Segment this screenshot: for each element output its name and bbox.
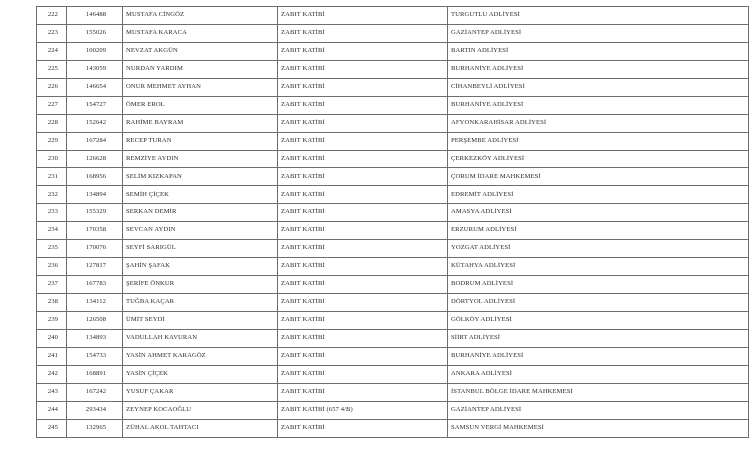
- registry-number-cell: 168956: [67, 168, 123, 186]
- job-title-cell: ZABIT KATİBİ: [278, 240, 448, 258]
- row-number-cell: 238: [37, 294, 67, 312]
- job-title-cell: ZABIT KATİBİ (657 4/B): [278, 401, 448, 419]
- job-title-cell: ZABIT KATİBİ: [278, 24, 448, 42]
- registry-number-cell: 126508: [67, 311, 123, 329]
- row-number-cell: 231: [37, 168, 67, 186]
- personnel-table: [36, 6, 749, 438]
- full-name-cell: SELİM KIZKAPAN: [123, 168, 278, 186]
- registry-number-cell: 167242: [67, 383, 123, 401]
- row-number-cell: 244: [37, 401, 67, 419]
- registry-number-cell: 134893: [67, 329, 123, 347]
- table-row: [37, 222, 749, 240]
- assigned-unit-cell: BURHANİYE ADLİYESİ: [448, 96, 749, 114]
- assigned-unit-cell: BARTIN ADLİYESİ: [448, 42, 749, 60]
- assigned-unit-cell: SİİRT ADLİYESİ: [448, 329, 749, 347]
- row-number-cell: 233: [37, 204, 67, 222]
- assigned-unit-cell: BURHANİYE ADLİYESİ: [448, 347, 749, 365]
- registry-number-cell: 167783: [67, 276, 123, 294]
- row-number-cell: 222: [37, 7, 67, 25]
- full-name-cell: SERKAN DEMİR: [123, 204, 278, 222]
- full-name-cell: YUSUF ÇAKAR: [123, 383, 278, 401]
- job-title-cell: ZABIT KATİBİ: [278, 311, 448, 329]
- assigned-unit-cell: DÖRTYOL ADLİYESİ: [448, 294, 749, 312]
- row-number-cell: 245: [37, 419, 67, 437]
- full-name-cell: SEVCAN AYDIN: [123, 222, 278, 240]
- table-row: [37, 419, 749, 437]
- registry-number-cell: 126628: [67, 150, 123, 168]
- row-number-cell: 235: [37, 240, 67, 258]
- assigned-unit-cell: PERŞEMBE ADLİYESİ: [448, 132, 749, 150]
- table-row: [37, 7, 749, 25]
- full-name-cell: RECEP TURAN: [123, 132, 278, 150]
- full-name-cell: ONUR MEHMET AYHAN: [123, 78, 278, 96]
- assigned-unit-cell: BODRUM ADLİYESİ: [448, 276, 749, 294]
- job-title-cell: ZABIT KATİBİ: [278, 294, 448, 312]
- assigned-unit-cell: EDREMİT ADLİYESİ: [448, 186, 749, 204]
- full-name-cell: ÜMİT SEYDİ: [123, 311, 278, 329]
- job-title-cell: ZABIT KATİBİ: [278, 329, 448, 347]
- full-name-cell: YASİN ÇİÇEK: [123, 365, 278, 383]
- table-row: [37, 186, 749, 204]
- table-row: [37, 365, 749, 383]
- assigned-unit-cell: ÇORUM İDARE MAHKEMESİ: [448, 168, 749, 186]
- full-name-cell: YASİN AHMET KARAGÖZ: [123, 347, 278, 365]
- table-row: [37, 329, 749, 347]
- job-title-cell: ZABIT KATİBİ: [278, 42, 448, 60]
- assigned-unit-cell: BURHANİYE ADLİYESİ: [448, 60, 749, 78]
- row-number-cell: 229: [37, 132, 67, 150]
- registry-number-cell: 146488: [67, 7, 123, 25]
- full-name-cell: SEYFİ SARIGÜL: [123, 240, 278, 258]
- registry-number-cell: 127817: [67, 258, 123, 276]
- row-number-cell: 242: [37, 365, 67, 383]
- job-title-cell: ZABIT KATİBİ: [278, 383, 448, 401]
- job-title-cell: ZABIT KATİBİ: [278, 96, 448, 114]
- row-number-cell: 223: [37, 24, 67, 42]
- job-title-cell: ZABIT KATİBİ: [278, 365, 448, 383]
- full-name-cell: MUSTAFA KARACA: [123, 24, 278, 42]
- assigned-unit-cell: AFYONKARAHİSAR ADLİYESİ: [448, 114, 749, 132]
- job-title-cell: ZABIT KATİBİ: [278, 114, 448, 132]
- assigned-unit-cell: GÖLKÖY ADLİYESİ: [448, 311, 749, 329]
- table-row: [37, 204, 749, 222]
- registry-number-cell: 167284: [67, 132, 123, 150]
- job-title-cell: ZABIT KATİBİ: [278, 204, 448, 222]
- assigned-unit-cell: GAZİANTEP ADLİYESİ: [448, 24, 749, 42]
- assigned-unit-cell: TURGUTLU ADLİYESİ: [448, 7, 749, 25]
- job-title-cell: ZABIT KATİBİ: [278, 222, 448, 240]
- registry-number-cell: 134112: [67, 294, 123, 312]
- table-row: [37, 276, 749, 294]
- full-name-cell: ZÜHAL AKOL TAHTACI: [123, 419, 278, 437]
- table-row: [37, 42, 749, 60]
- registry-number-cell: 152642: [67, 114, 123, 132]
- row-number-cell: 224: [37, 42, 67, 60]
- job-title-cell: ZABIT KATİBİ: [278, 276, 448, 294]
- table-row: [37, 114, 749, 132]
- job-title-cell: ZABIT KATİBİ: [278, 347, 448, 365]
- table-row: [37, 240, 749, 258]
- job-title-cell: ZABIT KATİBİ: [278, 132, 448, 150]
- row-number-cell: 226: [37, 78, 67, 96]
- registry-number-cell: 170076: [67, 240, 123, 258]
- assigned-unit-cell: YOZGAT ADLİYESİ: [448, 240, 749, 258]
- assigned-unit-cell: GAZİANTEP ADLİYESİ: [448, 401, 749, 419]
- row-number-cell: 243: [37, 383, 67, 401]
- table-row: [37, 96, 749, 114]
- registry-number-cell: 293434: [67, 401, 123, 419]
- registry-number-cell: 170358: [67, 222, 123, 240]
- assigned-unit-cell: CİHANBEYLİ ADLİYESİ: [448, 78, 749, 96]
- table-row: [37, 24, 749, 42]
- row-number-cell: 237: [37, 276, 67, 294]
- registry-number-cell: 134894: [67, 186, 123, 204]
- registry-number-cell: 155329: [67, 204, 123, 222]
- full-name-cell: RAHİME BAYRAM: [123, 114, 278, 132]
- table-row: [37, 78, 749, 96]
- assigned-unit-cell: SAMSUN VERGİ MAHKEMESİ: [448, 419, 749, 437]
- full-name-cell: SEMİH ÇİÇEK: [123, 186, 278, 204]
- job-title-cell: ZABIT KATİBİ: [278, 168, 448, 186]
- registry-number-cell: 154733: [67, 347, 123, 365]
- registry-number-cell: 168891: [67, 365, 123, 383]
- job-title-cell: ZABIT KATİBİ: [278, 7, 448, 25]
- full-name-cell: MUSTAFA CİNGÖZ: [123, 7, 278, 25]
- assigned-unit-cell: ÇERKEZKÖY ADLİYESİ: [448, 150, 749, 168]
- row-number-cell: 232: [37, 186, 67, 204]
- assigned-unit-cell: İSTANBUL BÖLGE İDARE MAHKEMESİ: [448, 383, 749, 401]
- table-row: [37, 60, 749, 78]
- table-row: [37, 383, 749, 401]
- registry-number-cell: 154727: [67, 96, 123, 114]
- full-name-cell: ZEYNEP KOCAOĞLU: [123, 401, 278, 419]
- registry-number-cell: 100209: [67, 42, 123, 60]
- full-name-cell: VADULLAH KAVURAN: [123, 329, 278, 347]
- table-row: [37, 347, 749, 365]
- full-name-cell: ÖMER EROL: [123, 96, 278, 114]
- job-title-cell: ZABIT KATİBİ: [278, 258, 448, 276]
- table-row: [37, 401, 749, 419]
- row-number-cell: 239: [37, 311, 67, 329]
- row-number-cell: 225: [37, 60, 67, 78]
- table-row: [37, 294, 749, 312]
- row-number-cell: 240: [37, 329, 67, 347]
- registry-number-cell: 132965: [67, 419, 123, 437]
- job-title-cell: ZABIT KATİBİ: [278, 150, 448, 168]
- registry-number-cell: 155026: [67, 24, 123, 42]
- full-name-cell: REMZİYE AYDIN: [123, 150, 278, 168]
- registry-number-cell: 146654: [67, 78, 123, 96]
- full-name-cell: TUĞBA KAÇAR: [123, 294, 278, 312]
- registry-number-cell: 143059: [67, 60, 123, 78]
- row-number-cell: 230: [37, 150, 67, 168]
- job-title-cell: ZABIT KATİBİ: [278, 78, 448, 96]
- assigned-unit-cell: AMASYA ADLİYESİ: [448, 204, 749, 222]
- row-number-cell: 227: [37, 96, 67, 114]
- table-row: [37, 168, 749, 186]
- job-title-cell: ZABIT KATİBİ: [278, 419, 448, 437]
- table-row: [37, 132, 749, 150]
- job-title-cell: ZABIT KATİBİ: [278, 60, 448, 78]
- job-title-cell: ZABIT KATİBİ: [278, 186, 448, 204]
- row-number-cell: 241: [37, 347, 67, 365]
- row-number-cell: 228: [37, 114, 67, 132]
- personnel-table-body: [37, 7, 749, 438]
- table-row: [37, 258, 749, 276]
- assigned-unit-cell: ANKARA ADLİYESİ: [448, 365, 749, 383]
- full-name-cell: NEVZAT AKGÜN: [123, 42, 278, 60]
- table-row: [37, 311, 749, 329]
- full-name-cell: ŞAHİN ŞAFAK: [123, 258, 278, 276]
- row-number-cell: 234: [37, 222, 67, 240]
- assigned-unit-cell: ERZURUM ADLİYESİ: [448, 222, 749, 240]
- row-number-cell: 236: [37, 258, 67, 276]
- table-row: [37, 150, 749, 168]
- full-name-cell: NURDAN YARDIM: [123, 60, 278, 78]
- full-name-cell: ŞERİFE ÖNKUR: [123, 276, 278, 294]
- assigned-unit-cell: KÜTAHYA ADLİYESİ: [448, 258, 749, 276]
